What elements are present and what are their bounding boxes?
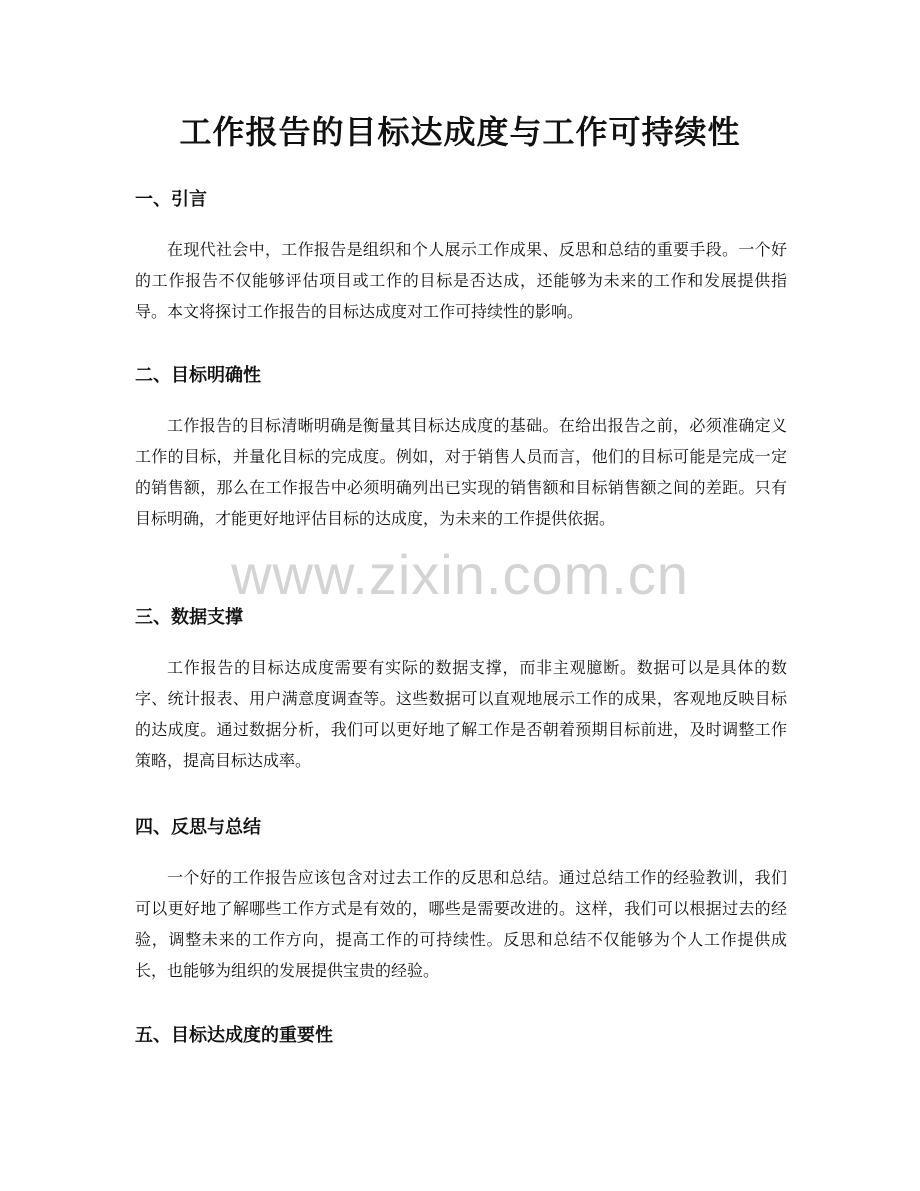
section-heading: 三、数据支撑 — [135, 607, 243, 628]
section-heading: 一、引言 — [135, 189, 207, 210]
section-paragraph: 在现代社会中，工作报告是组织和个人展示工作成果、反思和总结的重要手段。一个好的工作报告不仅能够评估项目或工作的目标是否达成，还能够为未来的工作和发展提供指导。本文将探讨工作报告的目标达成度对工作可持续性的影响。 — [135, 240, 787, 321]
section-introduction — [135, 186, 787, 327]
section-heading: 五、目标达成度的重要性 — [135, 1025, 333, 1046]
document-title: 工作报告的目标达成度与工作可持续性 — [179, 113, 741, 151]
section-goal-clarity — [135, 362, 787, 534]
section-paragraph: 工作报告的目标清晰明确是衡量其目标达成度的基础。在给出报告之前，必须准确定义工作的目标，并量化目标的完成度。例如，对于销售人员而言，他们的目标可能是完成一定的销售额，那么在工作报告中必须明确列出已实现的销售额和目标销售额之间的差距。只有目标明确，才能更好地评估目标的达成度，为未来的工作提供依据。 — [135, 416, 787, 528]
section-heading: 四、反思与总结 — [135, 817, 261, 838]
section-paragraph: 工作报告的目标达成度需要有实际的数据支撑，而非主观臆断。数据可以是具体的数字、统计报表、用户满意度调查等。这些数据可以直观地展示工作的成果，客观地反映目标的达成度。通过数据分析，我们可以更好地了解工作是否朝着预期目标前进，及时调整工作策略，提高目标达成率。 — [135, 658, 787, 770]
section-reflection-summary — [135, 814, 787, 986]
section-paragraph: 一个好的工作报告应该包含对过去工作的反思和总结。通过总结工作的经验教训，我们可以更好地了解哪些工作方式是有效的，哪些是需要改进的。这样，我们可以根据过去的经验，调整未来的工作方向，提高工作的可持续性。反思和总结不仅能够为个人工作提供成长，也能够为组织的发展提供宝贵的经验。 — [135, 868, 787, 980]
section-data-support — [135, 604, 787, 776]
section-goal-importance — [135, 1022, 787, 1050]
watermark-text: www.zixin.com.cn — [231, 543, 689, 606]
section-heading: 二、目标明确性 — [135, 365, 261, 386]
